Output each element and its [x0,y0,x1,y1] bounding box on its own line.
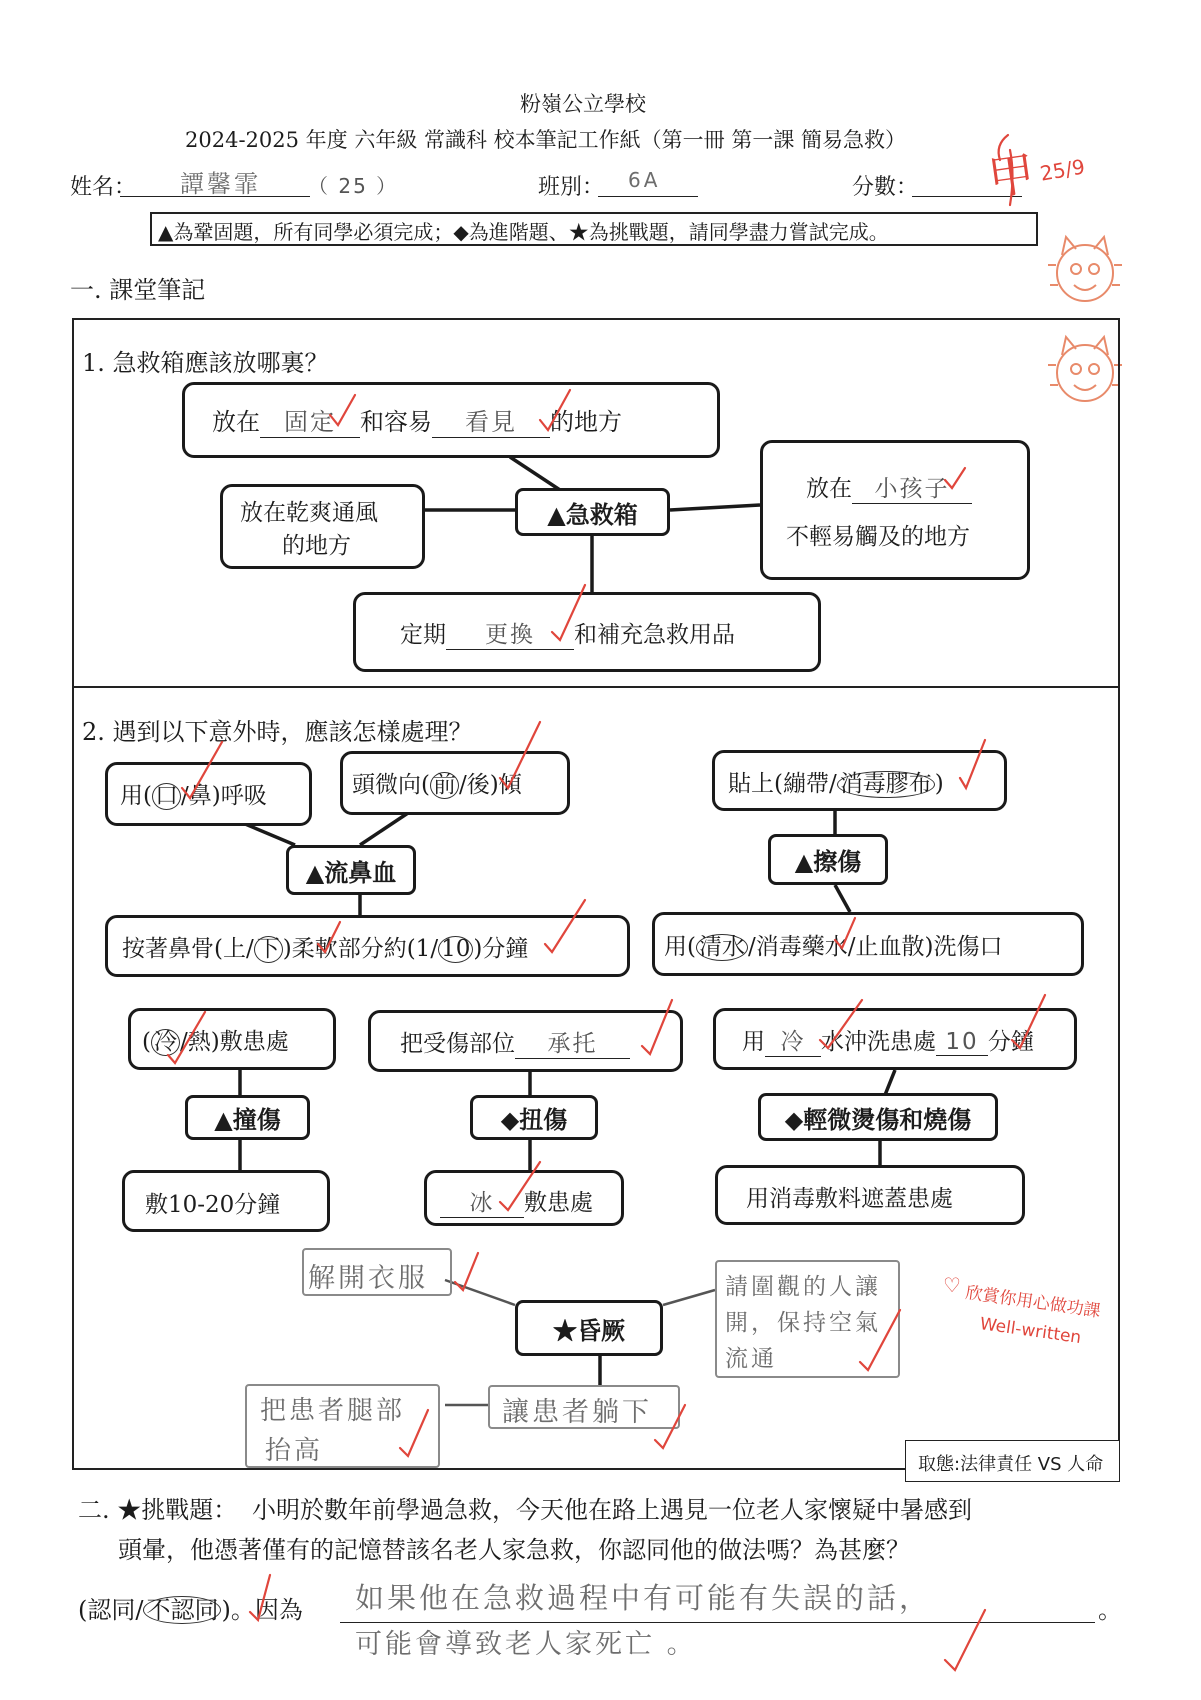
q1-top-text: 放在 固定 和容易 看見 的地方 [212,402,622,438]
q1-right-line2: 不輕易觸及的地方 [786,524,970,550]
tick-mark [945,468,965,488]
section2-heading: 二. ★挑戰題： [78,1496,238,1524]
nosebleed-press-text[interactable]: 按著鼻骨(上/ 下 )柔軟部分約(1/ 10 )分鐘 [122,936,529,962]
q1-blank-replace[interactable]: 更換 [446,616,574,650]
faint-answer-3: 讓患者躺下 [502,1397,652,1428]
faint-answer-4-line1: 把患者腿部 [260,1396,406,1426]
date-mark: 25/9 [1038,154,1087,186]
tick-mark [999,135,1008,160]
sprain-blank-support[interactable]: 承托 [515,1025,630,1059]
sprain-ice-text: 冰 敷患處 [440,1184,593,1218]
faint-answer-4-line2: 抬高 [265,1436,324,1466]
burn-blank-minutes[interactable]: 10 [936,1029,988,1056]
q1-right-line1: 放在 小孩子 [806,470,972,504]
class-number: （ 25 ） [308,174,399,198]
abrasion-cover-text[interactable]: 貼上(繃帶/ 消毒膠布 ) [728,771,944,797]
nosebleed-head-text[interactable]: 頭微向( 前 /後)傾 [352,772,522,798]
score-label: 分數： [852,175,919,200]
school-name: 粉嶺公立學校 [520,92,646,116]
q1-blank-visible[interactable]: 看見 [432,402,550,438]
sprain-support-text: 把受傷部位 承托 [400,1025,630,1059]
section1-heading: 一. 課堂筆記 [70,276,206,304]
worksheet-subtitle: 2024-2025 年度 六年級 常識科 校本筆記工作紙（第一冊 第一課 簡易急救） [185,128,907,152]
bruise-time-text: 敷10-20分鐘 [145,1192,281,1218]
q1-left-line1: 放在乾爽通風 [240,500,378,526]
nosebleed-breath-text[interactable]: 用( 口 /鼻)呼吸 [120,783,267,809]
burn-rinse-text: 用 冷 水沖洗患處 10 分鐘 [742,1023,1034,1057]
sprain-title: ◆扭傷 [470,1095,598,1140]
q1-bottom-text: 定期 更換 和補充急救用品 [400,616,735,650]
q2-prompt: 2. 遇到以下意外時，應該怎樣處理？ [82,718,473,746]
student-name: 譚馨霏 [180,170,261,198]
faint-answer-2-line3: 流通 [725,1346,777,1372]
legend-text: ▲為鞏固題，所有同學必須完成；◆為進階題、★為挑戰題，請同學盡力嘗試完成。 [158,220,889,244]
faint-answer-2-line1: 請圍觀的人讓 [725,1274,881,1300]
faint-answer-2-line2: 開，保持空氣 [725,1310,881,1336]
class-label: 班別： [538,175,605,200]
burn-title: ◆輕微燙傷和燒傷 [758,1093,998,1141]
tick-mark [1012,995,1045,1048]
tick-mark [168,1012,205,1063]
q1-blank-children[interactable]: 小孩子 [852,470,972,504]
tick-mark [655,1405,685,1448]
grade-mark: 甲 [984,146,1038,206]
tick-mark [330,395,355,425]
answer-end-mark: 。 [1098,1596,1122,1624]
challenge-answer-line2: 可能會導致老人家死亡 。 [355,1629,697,1660]
tick-mark [545,900,585,952]
challenge-question-line2: 頭暈，他憑著僅有的記憶替該名老人家急救，你認同他的做法嗎？為甚麼？ [118,1536,910,1564]
tick-mark [500,1162,540,1210]
q1-left-line2: 的地方 [282,533,351,559]
praise-line1: 欣賞你用心做功課 [964,1283,1102,1322]
challenge-choice[interactable]: (認同/ 不認同 )。因為 [78,1596,303,1624]
tick-mark [642,1000,672,1054]
name-label: 姓名： [70,175,137,200]
q1-prompt: 1. 急救箱應該放哪裏？ [82,349,329,377]
tick-mark [400,1410,428,1456]
tick-mark [182,742,222,798]
challenge-answer-line1: 如果他在急救過程中有可能有失誤的話， [355,1581,932,1615]
sprain-blank-ice[interactable]: 冰 [440,1184,524,1218]
abrasion-wash-text[interactable]: 用( 清水 /消毒藥水/止血散)洗傷口 [664,934,1003,960]
tick-mark [835,918,855,948]
tick-mark [540,390,570,430]
burn-blank-cold[interactable]: 冷 [765,1023,821,1057]
nosebleed-title: ▲流鼻血 [286,845,416,895]
heart-icon: ♡ [943,1273,961,1297]
class-value: 6A [628,168,661,192]
q1-center-title: ▲急救箱 [515,488,670,536]
faint-title: ★昏厥 [515,1300,663,1356]
stance-note: 取態:法律責任 VS 人命 [918,1454,1104,1475]
tick-mark [552,585,585,640]
tick-mark [455,1253,478,1290]
bruise-title: ▲撞傷 [185,1095,310,1140]
challenge-question-line1: 小明於數年前學過急救，今天他在路上遇見一位老人家懷疑中暑感到 [252,1496,972,1524]
q1-blank-fixed[interactable]: 固定 [260,402,360,438]
burn-cover-text: 用消毒敷料遮蓋患處 [746,1186,953,1212]
tick-mark [250,1575,270,1620]
tick-mark [1010,150,1013,205]
tick-mark [318,922,340,952]
tick-mark [820,1000,862,1048]
tick-mark [500,722,540,788]
tick-mark [860,1310,900,1370]
abrasion-title: ▲擦傷 [768,834,888,885]
faint-answer-1: 解開衣服 [308,1263,428,1294]
tick-mark [945,1610,985,1670]
bruise-apply-text[interactable]: ( 冷 /熱)敷患處 [142,1029,289,1055]
praise-line2: Well-written [978,1314,1083,1349]
tick-mark [960,740,985,788]
